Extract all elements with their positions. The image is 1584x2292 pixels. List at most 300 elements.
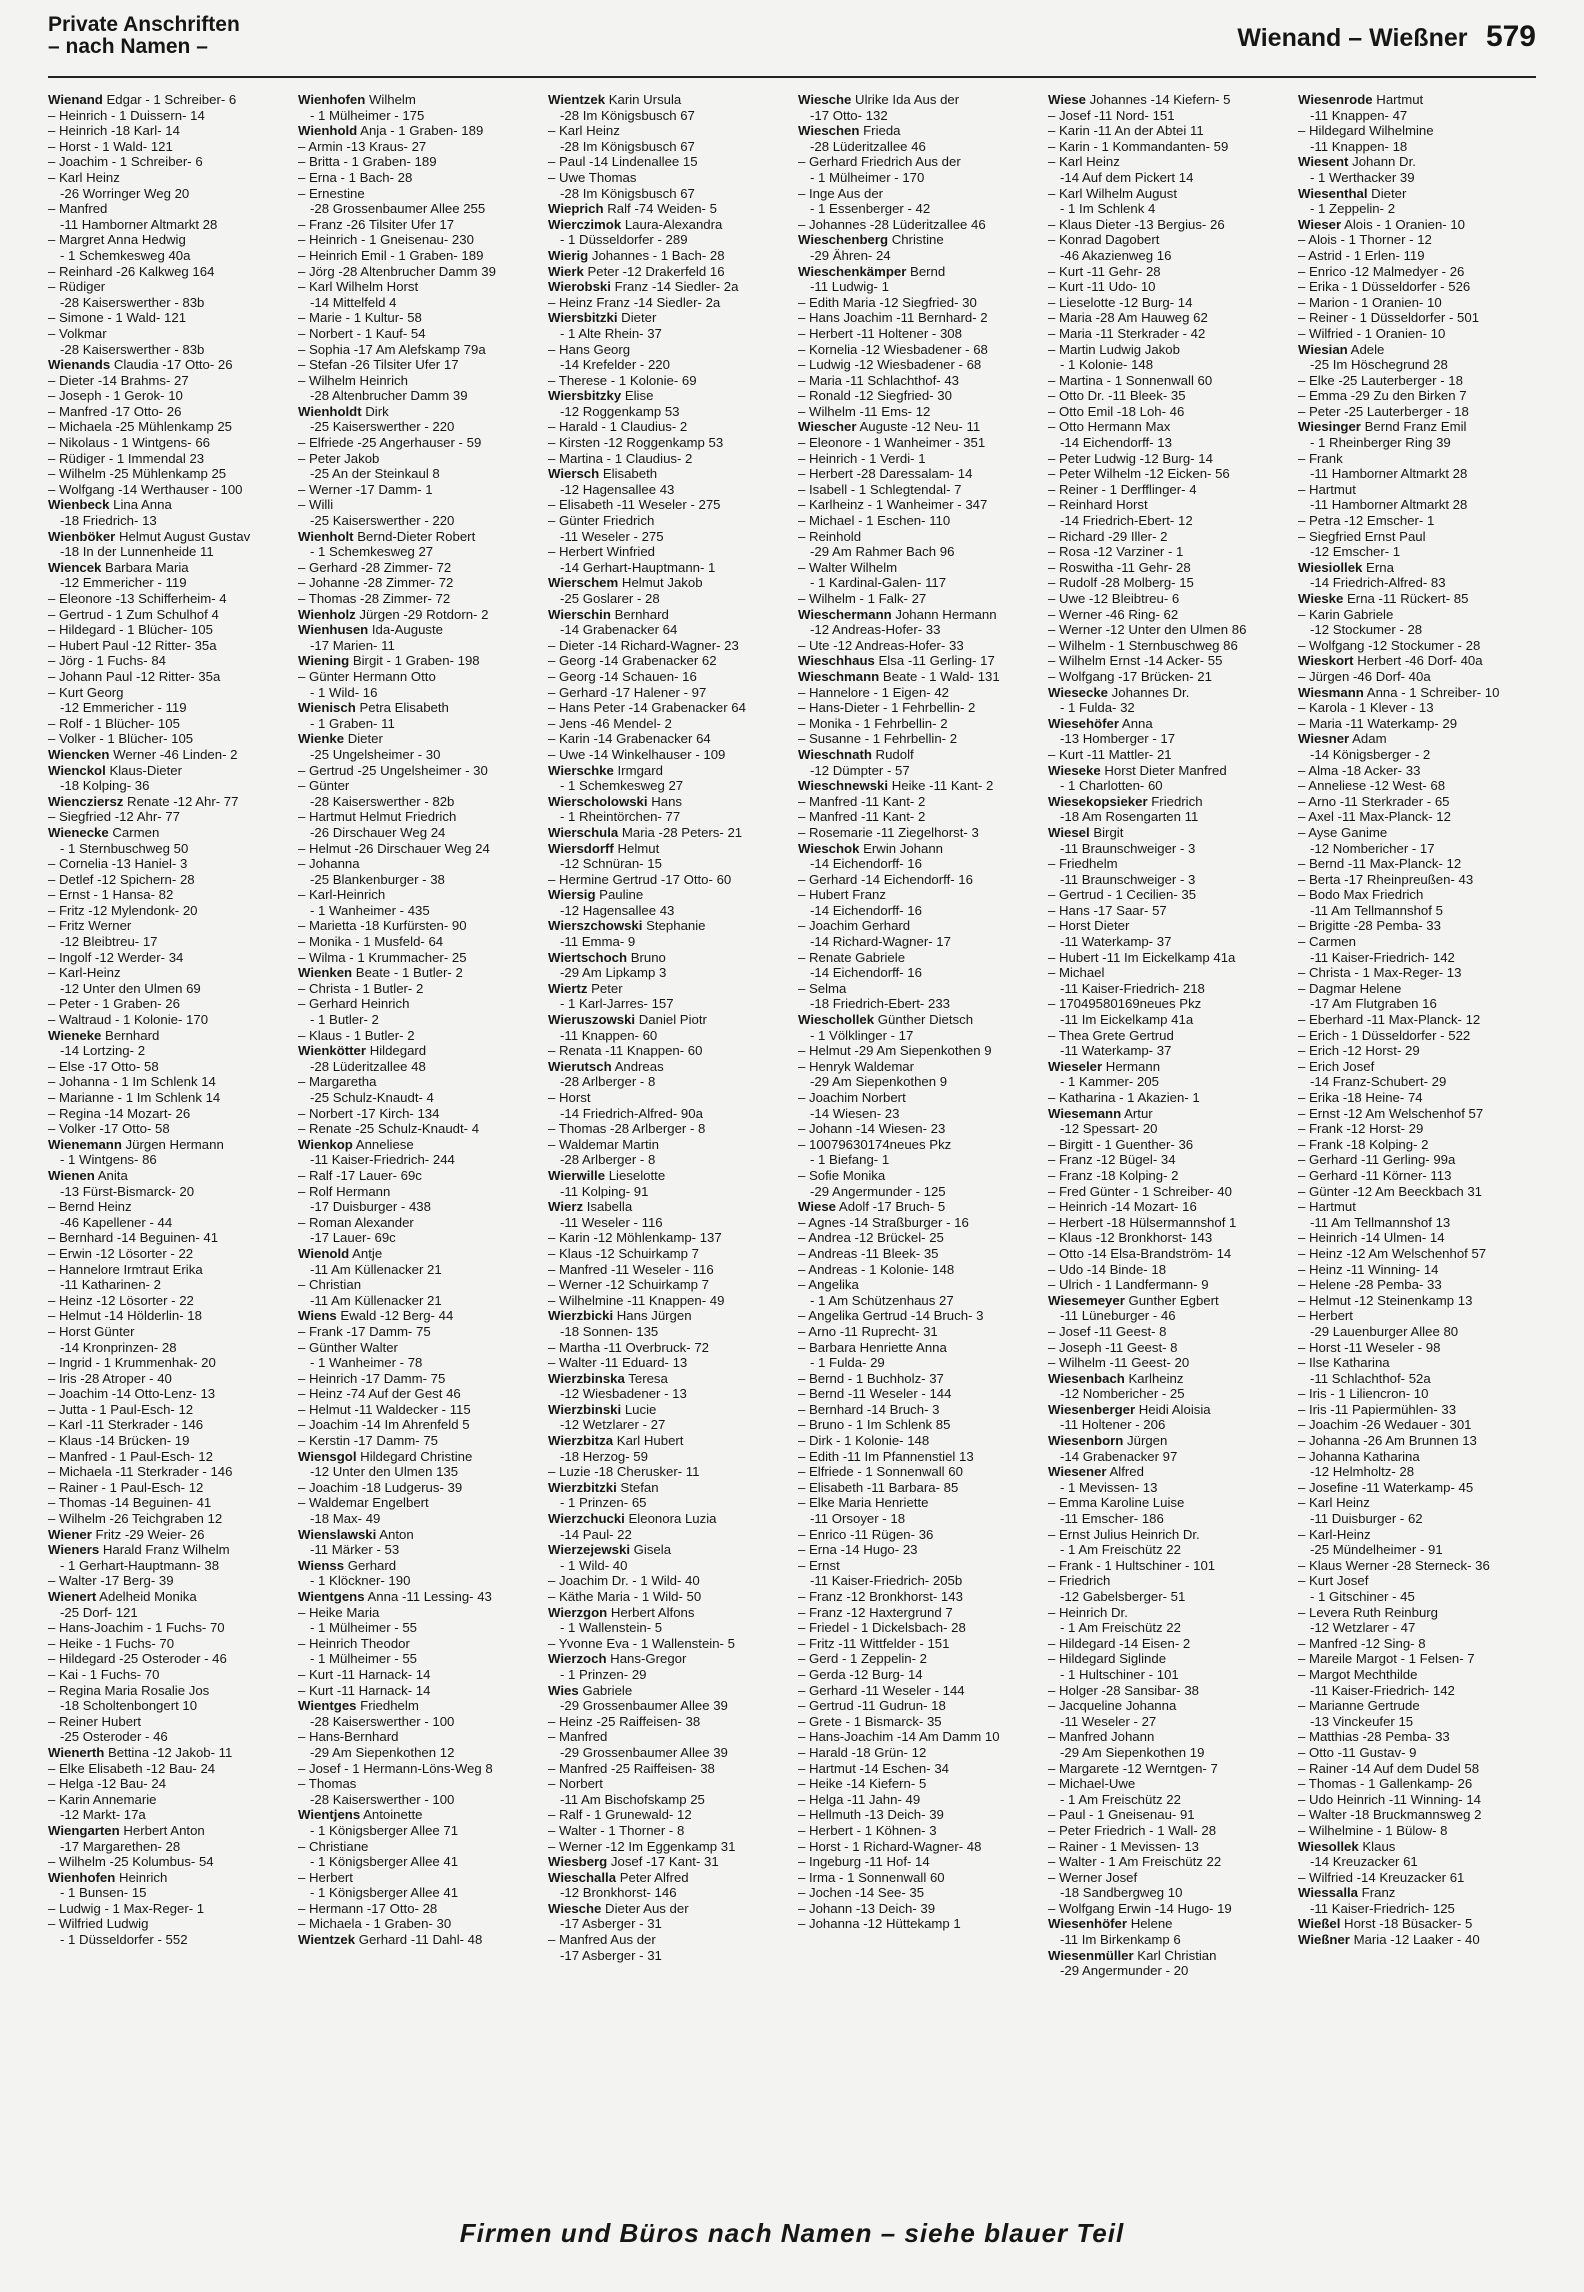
entry-first-line: Wiessalla Franz	[1298, 1885, 1396, 1901]
entry-line: – Herbert	[298, 1869, 353, 1885]
directory-entry	[548, 981, 784, 1012]
entry-line: -11 Braunschweiger - 3	[1060, 871, 1196, 887]
entry-line: – Franz -26 Tilsiter Ufer 17	[298, 216, 455, 232]
entry-line: – Josef -11 Nord- 151	[1048, 107, 1175, 123]
surname: Wiersdorff	[548, 840, 614, 856]
surname: Wierzgon	[548, 1604, 608, 1620]
entry-line: – Holger -28 Sansibar- 38	[1048, 1682, 1200, 1698]
entry-line: – Joachim Norbert	[798, 1090, 906, 1105]
surname: Wiensgol	[298, 1448, 357, 1464]
entry-line: -28 Lüderitzallee 46	[810, 138, 926, 154]
entry-line: – Bernhard -14 Beguinen- 41	[48, 1230, 219, 1246]
entry-first-line: Wienand Edgar - 1 Schreiber- 6	[48, 92, 237, 107]
entry-line: – Michaela -11 Sterkrader - 146	[48, 1464, 233, 1480]
entry-line: -12 Emscher- 1	[1310, 544, 1401, 560]
entry-line: – Luzie -18 Cherusker- 11	[548, 1464, 700, 1480]
entry-line: - 1 Bunsen- 15	[60, 1885, 147, 1901]
entry-first-line: Wientges Friedhelm	[298, 1698, 419, 1714]
entry-line: – Volkmar	[48, 325, 107, 341]
entry-first-line: Wierschula Maria -28 Peters- 21	[548, 824, 743, 840]
entry-line: -11 Am Küllenacker 21	[310, 1261, 442, 1277]
entry-line: – Inge Aus der	[798, 185, 884, 201]
surname: Wieschok	[798, 840, 860, 856]
entry-line: – Margret Anna Hedwig	[48, 232, 186, 248]
entry-line: – Fritz Werner	[48, 918, 132, 934]
entry-line: -11 Emma- 9	[560, 934, 636, 950]
entry-first-line: Wieschok Erwin Johann	[798, 840, 944, 856]
entry-line: – Gerhard -28 Zimmer- 72	[298, 559, 452, 575]
entry-line: – Ernst	[798, 1557, 840, 1573]
entry-line: -25 Mündelheimer - 91	[1310, 1542, 1443, 1558]
entry-line: – Horst -11 Weseler - 98	[1298, 1339, 1441, 1355]
entry-first-line: Wienecke Carmen	[48, 824, 160, 840]
surname: Wiening	[298, 653, 350, 669]
surname: Wieschen	[798, 123, 860, 139]
directory-entry	[1048, 1402, 1284, 1433]
directory-entry	[1298, 154, 1534, 185]
surname: Wienand	[48, 92, 103, 107]
entry-line: – Helmut -29 Am Siepenkothen 9	[798, 1043, 992, 1059]
entry-line: – Eberhard -11 Max-Planck- 12	[1298, 1012, 1481, 1028]
entry-line: -17 Duisburger - 438	[310, 1199, 431, 1215]
entry-line: -17 Am Flutgraben 16	[1310, 996, 1437, 1012]
directory-entry	[1298, 419, 1534, 559]
entry-line: -11 Kaiser-Friedrich- 142	[1310, 949, 1455, 965]
entry-line: – Martina - 1 Sonnenwall 60	[1048, 372, 1213, 388]
directory-entry	[1048, 685, 1284, 716]
entry-line: – Werner Josef	[1048, 1869, 1138, 1885]
entry-line: – Karl Heinz	[548, 123, 620, 139]
entry-line: – Georg -14 Schauen- 16	[548, 668, 697, 684]
entry-first-line: Wieprich Ralf -74 Weiden- 5	[548, 201, 717, 217]
directory-entry	[1048, 1464, 1284, 1916]
entry-line: - 1 Schemkesweg 27	[310, 544, 434, 560]
entry-line: – Udo Heinrich -11 Winning- 14	[1298, 1791, 1482, 1807]
entry-line: – Gerda -12 Burg- 14	[798, 1666, 923, 1682]
entry-line: – Wilhelm -11 Geest- 20	[1048, 1355, 1190, 1371]
directory-entry	[1298, 92, 1534, 154]
entry-line: -11 Am Tellmannshof 13	[1310, 1214, 1451, 1230]
entry-line: – Bernd Heinz	[48, 1199, 132, 1215]
entry-line: – Maria -28 Am Hauweg 62	[1048, 310, 1208, 326]
surname: Wieners	[48, 1542, 100, 1558]
entry-line: – Joachim -14 Im Ahrenfeld 5	[298, 1417, 470, 1433]
entry-line: – Michael-Uwe	[1048, 1776, 1136, 1792]
entry-line: – Günter	[298, 778, 350, 794]
entry-line: – Karl Heinz	[1298, 1495, 1370, 1511]
entry-line: – Ludwig - 1 Max-Reger- 1	[48, 1900, 205, 1916]
surname: Wieschnewski	[798, 778, 889, 794]
directory-entry	[548, 1683, 784, 1855]
entry-line: – Johann -13 Deich- 39	[798, 1900, 936, 1916]
entry-first-line: Wiesemann Artur	[1048, 1105, 1153, 1121]
surname: Wierzbicki	[548, 1308, 614, 1324]
entry-line: – Horst - 1 Wald- 121	[48, 138, 173, 154]
entry-line: – Karin -11 An der Abtei 11	[1048, 123, 1204, 139]
entry-first-line: Wiengarten Herbert Anton	[48, 1822, 205, 1838]
entry-line: -14 Kreuzacker 61	[1310, 1854, 1418, 1870]
entry-line: - 1 Am Freischütz 22	[1060, 1620, 1181, 1636]
entry-line: – Thea Grete Gertrud	[1048, 1027, 1174, 1043]
entry-line: – Hildegard - 1 Blücher- 105	[48, 622, 213, 638]
entry-line: – Reiner - 1 Derfflinger- 4	[1048, 481, 1197, 497]
entry-line: -28 Grossenbaumer Allee 255	[310, 201, 486, 217]
entry-line: – Nikolaus - 1 Wintgens- 66	[48, 435, 210, 451]
entry-first-line: Wiesecke Johannes Dr.	[1048, 684, 1190, 700]
entry-line: - 1 Graben- 11	[310, 715, 395, 731]
surname: Wienslawski	[298, 1526, 377, 1542]
directory-entry	[1048, 1059, 1284, 1106]
entry-line: – Hartmut Helmut Friedrich	[298, 809, 457, 825]
directory-entry	[798, 669, 1034, 747]
directory-entry	[48, 1137, 284, 1168]
entry-line: -14 Wiesen- 23	[810, 1105, 900, 1121]
entry-line: – Joseph -11 Geest- 8	[1048, 1339, 1178, 1355]
entry-line: -11 Hamborner Altmarkt 28	[1310, 466, 1468, 482]
entry-line: – Norbert -17 Kirch- 134	[298, 1105, 440, 1121]
directory-entry	[548, 310, 784, 388]
entry-line: -28 Altenbrucher Damm 39	[310, 388, 468, 404]
surname: Wiese	[1048, 92, 1086, 107]
entry-line: – Franz -12 Bronkhorst- 143	[798, 1589, 963, 1604]
entry-line: – Bernd -11 Max-Planck- 12	[1298, 856, 1462, 872]
entry-line: - 1 Kolonie- 148	[1060, 357, 1154, 373]
entry-line: – Fred Günter - 1 Schreiber- 40	[1048, 1183, 1232, 1199]
entry-line: – Marianne - 1 Im Schlenk 14	[48, 1090, 221, 1105]
entry-line: – Hannelore Irmtraut Erika	[48, 1261, 203, 1277]
entry-line: – Friedhelm	[1048, 856, 1118, 872]
surname: Wiese	[798, 1199, 836, 1215]
entry-line: -11 Knappen- 18	[1310, 138, 1408, 154]
entry-line: -18 Sandbergweg 10	[1060, 1885, 1183, 1901]
entry-line: – Heinrich Emil - 1 Graben- 189	[298, 247, 484, 263]
entry-first-line: Wienhofen Heinrich	[48, 1869, 168, 1885]
entry-line: – Georg -14 Grabenacker 62	[548, 653, 717, 669]
entry-line: -11 Braunschweiger - 3	[1060, 840, 1196, 856]
directory-entry	[1048, 716, 1284, 763]
entry-line: – Johanna Katharina	[1298, 1448, 1420, 1464]
entry-line: -18 Friedrich- 13	[60, 513, 157, 529]
entry-line: -25 Kaiserswerther - 220	[310, 419, 455, 435]
entry-line: -11 Kaiser-Friedrich- 125	[1310, 1900, 1455, 1916]
entry-first-line: Wiesollek Klaus	[1298, 1838, 1396, 1854]
entry-line: -12 Bronkhorst- 146	[560, 1885, 677, 1901]
entry-first-line: Wieschalla Peter Alfred	[548, 1869, 689, 1885]
column-5	[1048, 92, 1284, 1979]
entry-line: – Thomas -28 Arlberger - 8	[548, 1121, 706, 1137]
surname: Wierwille	[548, 1167, 606, 1183]
entry-line: – Karl Heinz	[48, 169, 120, 185]
entry-line: - 1 Mülheimer - 55	[310, 1651, 418, 1667]
entry-line: – Susanne - 1 Fehrbellin- 2	[798, 731, 958, 747]
directory-entry	[1298, 1839, 1534, 1886]
entry-line: – Iris -28 Atroper - 40	[48, 1370, 172, 1386]
entry-first-line: Wienands Claudia -17 Otto- 26	[48, 357, 233, 373]
directory-entry	[548, 279, 784, 310]
entry-line: – Otto Emil -18 Loh- 46	[1048, 403, 1185, 419]
directory-entry	[298, 1527, 534, 1558]
entry-line: – Waldemar Martin	[548, 1136, 659, 1152]
entry-line: -17 Asberger - 31	[560, 1947, 662, 1963]
entry-first-line: Wierig Johannes - 1 Bach- 28	[548, 247, 725, 263]
surname: Wientjens	[298, 1807, 361, 1823]
entry-line: – Johann -14 Wiesen- 23	[798, 1121, 946, 1137]
surname: Wiesner	[1298, 731, 1350, 747]
entry-first-line: Wiesent Johann Dr.	[1298, 154, 1416, 170]
entry-line: – Manfred Aus der	[548, 1932, 656, 1948]
entry-line: – Michael	[1048, 965, 1105, 981]
directory-entry	[1298, 731, 1534, 1838]
entry-line: -11 Knappen- 47	[1310, 107, 1408, 123]
entry-line: – Heike -14 Kiefern- 5	[798, 1776, 927, 1792]
entry-line: – Christian	[298, 1277, 362, 1293]
entry-line: – Arno -11 Sterkrader - 65	[1298, 793, 1450, 809]
surname: Wiencziersz	[48, 793, 124, 809]
entry-line: – Heinz -25 Raiffeisen- 38	[548, 1713, 701, 1729]
entry-line: – Helmut -11 Waldecker - 115	[298, 1401, 471, 1417]
entry-line: -14 Lortzing- 2	[60, 1043, 146, 1059]
entry-first-line: Wierz Isabella	[548, 1199, 633, 1215]
entry-line: – Joachim Gerhard	[798, 918, 911, 934]
entry-line: – Bruno - 1 Im Schlenk 85	[798, 1417, 951, 1433]
entry-line: – Heinz -12 Am Welschenhof 57	[1298, 1245, 1487, 1261]
entry-line: -14 Friedrich-Alfred- 83	[1310, 575, 1446, 591]
directory-entry	[298, 965, 534, 1043]
range-title: Wienand – Wießner	[1237, 24, 1468, 52]
directory-entry	[1048, 1106, 1284, 1293]
entry-line: -18 Herzog- 59	[560, 1448, 648, 1464]
entry-line: – Birgitt - 1 Guenther- 36	[1048, 1136, 1194, 1152]
entry-line: - 1 Zeppelin- 2	[1310, 201, 1396, 217]
entry-line: – Heinz -74 Auf der Gest 46	[298, 1386, 461, 1402]
directory-entry	[48, 763, 284, 794]
entry-first-line: Wiening Birgit - 1 Graben- 198	[298, 653, 480, 669]
directory-entry	[298, 700, 534, 731]
surname: Wiesinger	[1298, 419, 1361, 435]
entry-line: – Helga -11 Jahn- 49	[798, 1791, 921, 1807]
entry-first-line: Wiesenborn Jürgen	[1048, 1433, 1168, 1449]
entry-line: – Andreas -11 Bleek- 35	[798, 1245, 939, 1261]
entry-line: – Frank - 1 Hultschiner - 101	[1048, 1557, 1216, 1573]
entry-line: - 1 Fulda- 29	[810, 1355, 885, 1371]
surname: Wierzejewski	[548, 1542, 630, 1558]
directory-entry	[1048, 1293, 1284, 1371]
entry-line: -13 Vinckeufer 15	[1310, 1713, 1414, 1729]
entry-line: -29 Am Siepenkothen 9	[810, 1074, 948, 1090]
entry-line: -11 Im Eickelkamp 41a	[1060, 1012, 1194, 1028]
entry-line: -11 Am Tellmannshof 5	[1310, 902, 1443, 918]
surname: Wiens	[298, 1308, 337, 1324]
entry-line: – Marietta -18 Kurfürsten- 90	[298, 918, 467, 934]
entry-line: -28 Kaiserswerther - 83b	[60, 341, 205, 357]
entry-line: – Ronald -12 Siegfried- 30	[798, 388, 952, 404]
entry-line: – Klaus Dieter -13 Bergius- 26	[1048, 216, 1225, 232]
directory-entry	[548, 1854, 784, 1870]
entry-first-line: Wießel Horst -18 Büsacker- 5	[1298, 1916, 1473, 1932]
entry-line: – Heinrich - 1 Gneisenau- 230	[298, 232, 474, 248]
entry-line: -28 Arlberger - 8	[560, 1152, 656, 1168]
entry-line: – Mareile Margot - 1 Felsen- 7	[1298, 1651, 1475, 1667]
entry-line: -29 Angermunder - 125	[810, 1183, 946, 1199]
entry-first-line: Wienisch Petra Elisabeth	[298, 700, 449, 716]
surname: Wierobski	[548, 279, 611, 295]
entry-line: -25 Blankenburger - 38	[310, 871, 445, 887]
entry-line: – Gerhard -14 Eichendorff- 16	[798, 871, 973, 887]
entry-line: - 1 Prinzen- 29	[560, 1666, 647, 1682]
directory-entry	[298, 622, 534, 653]
directory-entry	[548, 1870, 784, 1901]
entry-line: – Helmut -14 Hölderlin- 18	[48, 1308, 202, 1324]
entry-line: – Ralf - 1 Grunewald- 12	[548, 1807, 692, 1823]
surname: Wienerth	[48, 1744, 105, 1760]
entry-line: – Erika -18 Heine- 74	[1298, 1090, 1423, 1105]
column-3	[548, 92, 784, 1963]
entry-line: -14 Mittelfeld 4	[310, 294, 397, 310]
directory-entry	[48, 529, 284, 560]
entry-line: -12 Wiesbadener - 13	[560, 1386, 687, 1402]
entry-line: - 1 Wallenstein- 5	[560, 1620, 663, 1636]
entry-line: – Karin -12 Möhlenkamp- 137	[548, 1230, 722, 1246]
entry-line: – Erika - 1 Düsseldorfer - 526	[1298, 279, 1471, 295]
entry-line: – Anneliese -12 West- 68	[1298, 778, 1446, 794]
entry-first-line: Wientzek Karin Ursula	[548, 92, 682, 107]
entry-line: – Thomas	[298, 1776, 357, 1792]
entry-line: – Roswitha -11 Gehr- 28	[1048, 559, 1191, 575]
surname: Wiesenbach	[1048, 1370, 1125, 1386]
surname: Wiersch	[548, 466, 600, 482]
entry-line: -14 Eichendorff- 16	[810, 902, 922, 918]
entry-line: -11 Kolping- 91	[560, 1183, 649, 1199]
entry-line: - 1 Charlotten- 60	[1060, 778, 1163, 794]
entry-line: – Herbert	[1298, 1308, 1353, 1324]
entry-first-line: Wiesemeyer Gunther Egbert	[1048, 1292, 1219, 1308]
surname: Wiesent	[1298, 154, 1349, 170]
entry-first-line: Wieruszowski Daniel Piotr	[548, 1012, 707, 1028]
entry-line: - 1 Gitschiner - 45	[1310, 1589, 1415, 1604]
entry-line: -11 Weseler - 116	[560, 1214, 663, 1230]
entry-first-line: Wiertz Peter	[548, 980, 623, 996]
entry-line: – Dirk - 1 Kolonie- 148	[798, 1433, 930, 1449]
entry-line: – Karl Wilhelm Horst	[298, 279, 419, 295]
entry-first-line: Wiersbitzky Elise	[548, 388, 654, 404]
entry-line: – Hubert Paul -12 Ritter- 35a	[48, 637, 217, 653]
entry-line: – Enrico -11 Rügen- 36	[798, 1526, 934, 1542]
entry-line: – Wilhelm -26 Teichgraben 12	[48, 1511, 223, 1527]
directory-entry	[1298, 217, 1534, 342]
entry-line: -28 Arlberger - 8	[560, 1074, 656, 1090]
entry-line: – Thomas -28 Zimmer- 72	[298, 591, 451, 606]
entry-first-line: Wiencziersz Renate -12 Ahr- 77	[48, 793, 239, 809]
directory-entry	[298, 1137, 534, 1246]
surname: Wiesmann	[1298, 684, 1364, 700]
entry-line: – Katharina - 1 Akazien- 1	[1048, 1090, 1200, 1105]
directory-entry	[1298, 186, 1534, 217]
entry-line: – Volker - 1 Blücher- 105	[48, 731, 194, 747]
entry-line: – Ingolf -12 Werder- 34	[48, 949, 184, 965]
entry-line: – Britta - 1 Graben- 189	[298, 154, 437, 170]
entry-line: -17 Marien- 11	[310, 637, 395, 653]
entry-first-line: Wierzbitza Karl Hubert	[548, 1433, 684, 1449]
entry-line: – Karin Annemarie	[48, 1791, 157, 1807]
entry-line: – Walter -18 Bruckmannsweg 2	[1298, 1807, 1482, 1823]
entry-first-line: Wiesener Alfred	[1048, 1464, 1144, 1480]
entry-line: – Elke Maria Henriette	[798, 1495, 929, 1511]
entry-line: – Wilma - 1 Krummacher- 25	[298, 949, 467, 965]
surname: Wieschenkämper	[798, 263, 907, 279]
entry-line: – Jürgen -46 Dorf- 40a	[1298, 668, 1431, 684]
entry-line: -29 Am Siepenkothen 12	[310, 1744, 455, 1760]
surname: Wieschmann	[798, 668, 880, 684]
entry-line: -11 Katharinen- 2	[60, 1277, 161, 1293]
entry-line: – Rainer -14 Auf dem Dudel 58	[1298, 1760, 1480, 1776]
directory-entry	[548, 248, 784, 264]
entry-line: – Otto -11 Gustav- 9	[1298, 1744, 1417, 1760]
directory-entry	[1048, 825, 1284, 1059]
entry-first-line: Wienss Gerhard	[298, 1557, 397, 1573]
entry-first-line: Wienold Antje	[298, 1245, 383, 1261]
entry-line: – Detlef -12 Spichern- 28	[48, 871, 195, 887]
directory-entry	[298, 1308, 534, 1448]
directory-entry	[48, 825, 284, 1028]
surname: Wiessalla	[1298, 1885, 1358, 1901]
entry-line: - 1 Königsberger Allee 71	[310, 1822, 459, 1838]
directory-entry	[798, 653, 1034, 669]
surname: Wienen	[48, 1167, 95, 1183]
entry-line: – Erich Josef	[1298, 1058, 1375, 1074]
entry-line: – Käthe Maria - 1 Wild- 50	[548, 1589, 702, 1604]
entry-line: – Emma -29 Zu den Birken 7	[1298, 388, 1467, 404]
entry-line: – Ludwig -12 Wiesbadener - 68	[798, 357, 982, 373]
entry-line: - 1 Werthacker 39	[1310, 169, 1415, 185]
entry-line: – Klaus - 1 Butler- 2	[298, 1027, 415, 1043]
entry-line: – Simone - 1 Wald- 121	[48, 310, 187, 326]
entry-first-line: Wieschenberg Christine	[798, 232, 944, 248]
column-6	[1298, 92, 1534, 1948]
entry-line: – Hubert Franz	[798, 887, 886, 903]
entry-line: – Heinrich Theodor	[298, 1635, 410, 1651]
entry-line: – Rolf - 1 Blücher- 105	[48, 715, 180, 731]
entry-line: - 1 Am Freischütz 22	[1060, 1791, 1181, 1807]
directory-entry	[548, 1371, 784, 1402]
entry-line: – Manfred -17 Otto- 26	[48, 403, 182, 419]
surname: Wierzoch	[548, 1651, 607, 1667]
entry-line: – Christa - 1 Max-Reger- 13	[1298, 965, 1462, 981]
entry-line: – Franz -12 Haxtergrund 7	[798, 1604, 953, 1620]
column-4	[798, 92, 1034, 1932]
entry-line: – Wolfgang -17 Brücken- 21	[1048, 668, 1212, 684]
entry-line: – Maria -11 Waterkamp- 29	[1298, 715, 1458, 731]
entry-line: – Otto Hermann Max	[1048, 419, 1171, 435]
entry-line: - 1 Wild- 16	[310, 684, 378, 700]
surname: Wienhold	[298, 123, 358, 139]
page-header	[48, 14, 1536, 72]
entry-line: -11 Weseler - 275	[560, 528, 664, 544]
entry-line: – Herbert -28 Daressalam- 14	[798, 466, 973, 482]
surname: Wiesche	[548, 1900, 602, 1916]
directory-entry	[298, 123, 534, 404]
entry-line: – Joachim -18 Ludgerus- 39	[298, 1479, 463, 1495]
entry-line: – Otto Dr. -11 Bleek- 35	[1048, 388, 1186, 404]
entry-line: – Ayse Ganime	[1298, 824, 1388, 840]
entry-line: – Rüdiger	[48, 279, 106, 295]
entry-line: – Karl-Heinz	[1298, 1526, 1371, 1542]
surname: Wienhofen	[48, 1869, 116, 1885]
entry-first-line: Wienke Dieter	[298, 731, 383, 747]
surname: Wientgens	[298, 1589, 365, 1604]
entry-line: – Angelika Gertrud -14 Bruch- 3	[798, 1308, 984, 1324]
entry-line: – Werner -12 Unter den Ulmen 86	[1048, 622, 1247, 638]
entry-line: – Berta -17 Rheinpreußen- 43	[1298, 871, 1474, 887]
